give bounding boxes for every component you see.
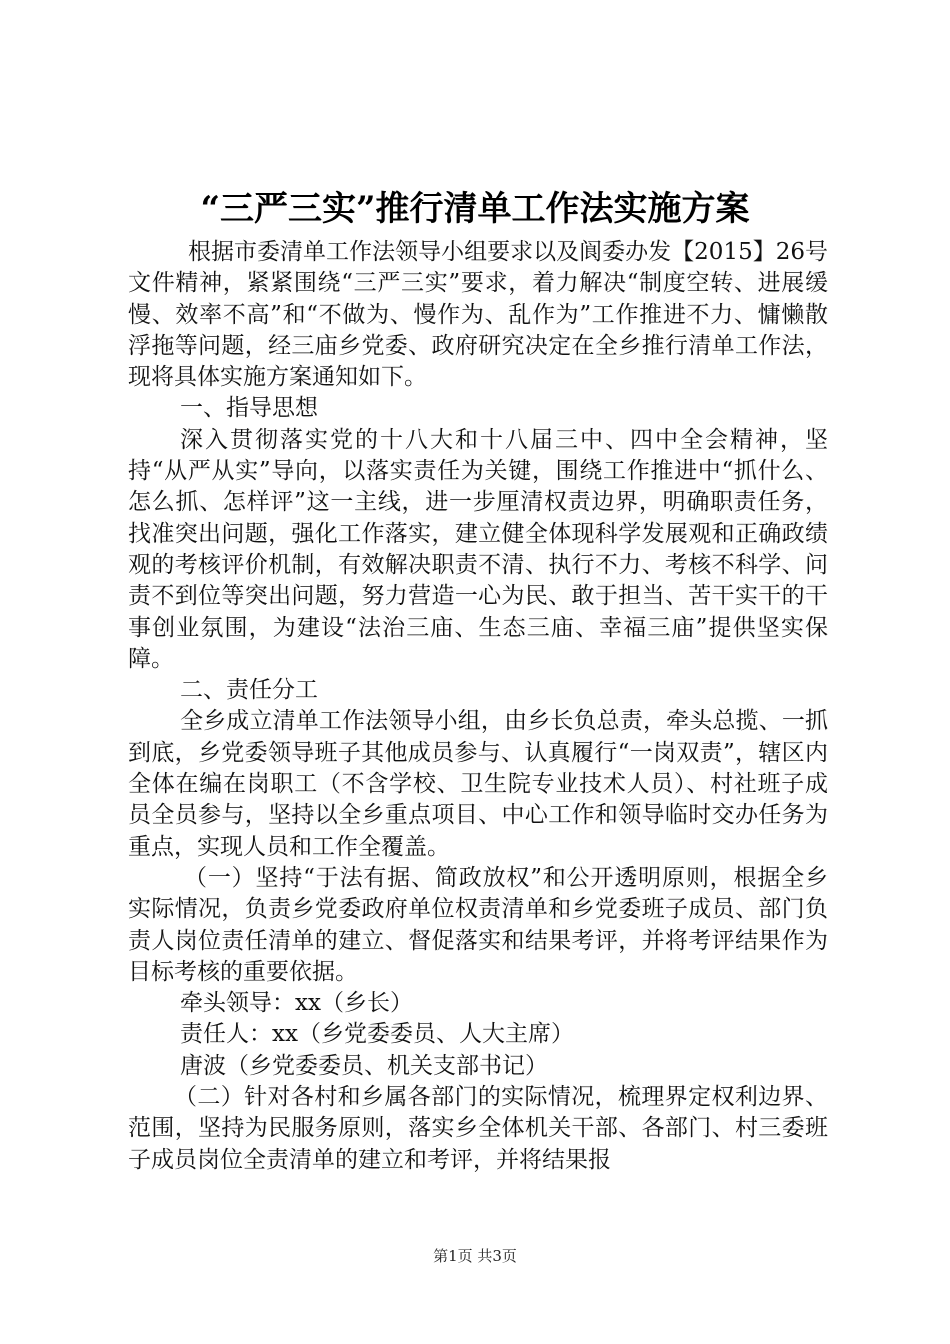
page-footer: 第1页 共3页 (433, 1247, 517, 1265)
responsible-person-line: 责任人：xx（乡党委委员、人大主席） (180, 1021, 574, 1048)
item-one-paragraph: （一）坚持“于法有据、简政放权”和公开透明原则，根据全乡实际情况，负责乡党委政府单位权责清单和乡党委班子成员、部门负责人岗位责任清单的建立、督促落实和结果考评，并将考评结果作为目标考核的重要依据。 (128, 864, 828, 985)
guiding-thought-paragraph: 深入贯彻落实党的十八大和十八届三中、四中全会精神，坚持“从严从实”导向，以落实责任为关键，围绕工作推进中“抓什么、怎么抓、怎样评”这一主线，进一步厘清权责边界，明确职责任务，找准突出问题，强化工作落实，建立健全体现科学发展观和正确政绩观的考核评价机制，有效解决职责不清、执行不力、考核不科学、问责不到位等突出问题，努力营造一心为民、敢于担当、苦干实干的干事创业氛围，为建设“法治三庙、生态三庙、幸福三庙”提供坚实保障。 (128, 426, 828, 672)
document-body (128, 237, 828, 1176)
intro-paragraph: 根据市委清单工作法领导小组要求以及阆委办发【2015】26号文件精神，紧紧围绕“三严三实”要求，着力解决“制度空转、进展缓慢、效率不高”和“不做为、慢作为、乱作为”工作推进不力、慵懒散浮拖等问题，经三庙乡党委、政府研究决定在全乡推行清单工作法，现将具体实施方案通知如下。 (128, 239, 828, 391)
section-heading-guiding-thought: 一、指导思想 (180, 395, 318, 422)
item-two-paragraph: （二）针对各村和乡属各部门的实际情况，梳理界定权利边界、范围，坚持为民服务原则，落实乡全体机关干部、各部门、村三委班子成员岗位全责清单的建立和考评，并将结果报 (128, 1084, 828, 1173)
responsible-person-line-2: 唐波（乡党委委员、机关支部书记） (180, 1052, 548, 1079)
document-title: “三严三实”推行清单工作法实施方案 (200, 189, 750, 229)
responsibility-paragraph: 全乡成立清单工作法领导小组，由乡长负总责，牵头总揽、一抓到底，乡党委领导班子其他成员参与、认真履行“一岗双责”，辖区内全体在编在岗职工（不含学校、卫生院专业技术人员）、村社班子成员全员参与，坚持以全乡重点项目、中心工作和领导临时交办任务为重点，实现人员和工作全覆盖。 (128, 708, 828, 860)
lead-leader-line: 牵头领导：xx（乡长） (180, 990, 413, 1017)
section-heading-responsibility: 二、责任分工 (180, 677, 318, 704)
